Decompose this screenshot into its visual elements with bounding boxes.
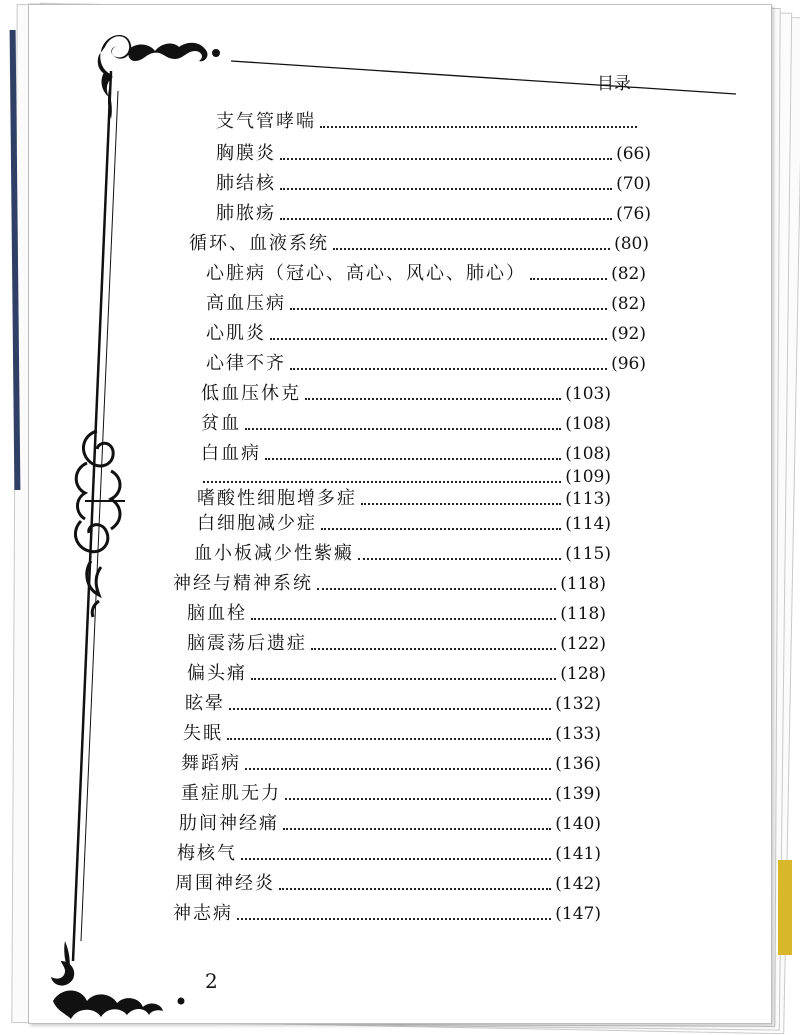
toc-entry-title: 重症肌无力 xyxy=(181,783,281,804)
toc-entry-title: 低血压休克 xyxy=(201,383,301,404)
dot-leader xyxy=(305,398,561,400)
toc-entry xyxy=(177,841,601,867)
toc-entry-page: (103) xyxy=(565,384,611,404)
toc-entry-page: (109) xyxy=(565,467,611,487)
toc-entry-page: (133) xyxy=(555,724,601,744)
toc-entry xyxy=(181,751,601,777)
dot-leader xyxy=(280,188,612,190)
toc-entry-page: (136) xyxy=(555,754,601,774)
toc-entry xyxy=(201,411,611,437)
dot-leader xyxy=(285,798,551,800)
toc-entry xyxy=(197,486,611,512)
toc-entry-page: (82) xyxy=(611,294,646,314)
toc-entry-title: 心肌炎 xyxy=(206,323,266,344)
toc-entry-page: (132) xyxy=(555,694,601,714)
toc-entry-page: (141) xyxy=(555,844,601,864)
toc-entry xyxy=(179,811,601,837)
toc-entry-title: 胸膜炎 xyxy=(216,143,276,164)
toc-entry-title: 肺结核 xyxy=(216,173,276,194)
table-of-contents xyxy=(1,1,800,1035)
toc-entry-page: (115) xyxy=(565,544,611,564)
dot-leader xyxy=(265,458,561,460)
toc-entry-page: (128) xyxy=(560,664,606,684)
toc-entry-page: (139) xyxy=(555,784,601,804)
toc-entry-title: 脑血栓 xyxy=(187,603,247,624)
toc-entry-page: (96) xyxy=(611,354,646,374)
dot-leader xyxy=(530,278,607,280)
toc-entry-page: (147) xyxy=(555,904,601,924)
book-page xyxy=(28,4,772,1024)
dot-leader xyxy=(361,503,561,505)
dot-leader xyxy=(290,308,607,310)
toc-entry-title: 舞蹈病 xyxy=(181,753,241,774)
toc-entry-title: 嗜酸性细胞增多症 xyxy=(197,488,357,509)
toc-entry xyxy=(185,691,601,717)
toc-entry xyxy=(175,871,601,897)
toc-entry xyxy=(206,321,646,347)
toc-entry xyxy=(216,109,641,135)
dot-leader xyxy=(311,648,556,650)
dot-leader xyxy=(241,858,551,860)
toc-entry-title: 偏头痛 xyxy=(187,663,247,684)
toc-entry-title: 血小板减少性紫癜 xyxy=(194,543,354,564)
dot-leader xyxy=(245,428,561,430)
toc-entry-page: (66) xyxy=(616,144,651,164)
dot-leader xyxy=(251,678,556,680)
dot-leader xyxy=(283,828,551,830)
toc-entry-title: 神经与精神系统 xyxy=(173,573,313,594)
section-title: 目录 xyxy=(597,74,631,94)
toc-entry-title: 心脏病（冠心、高心、风心、肺心） xyxy=(206,263,526,284)
toc-entry-page: (114) xyxy=(565,514,611,534)
toc-entry-title: 肋间神经痛 xyxy=(179,813,279,834)
dot-leader xyxy=(251,618,556,620)
toc-entry-title: 肺脓疡 xyxy=(216,203,276,224)
toc-entry xyxy=(173,571,606,597)
toc-entry-page: (118) xyxy=(560,574,606,594)
toc-entry-page: (113) xyxy=(565,489,611,509)
toc-entry-title: 周围神经炎 xyxy=(175,873,275,894)
toc-entry xyxy=(183,721,601,747)
toc-entry xyxy=(201,381,611,407)
toc-entry xyxy=(216,201,651,227)
dot-leader xyxy=(321,528,561,530)
toc-entry xyxy=(206,291,646,317)
dot-leader xyxy=(290,368,607,370)
toc-entry xyxy=(197,511,611,537)
toc-entry xyxy=(206,261,646,287)
toc-entry-title: 梅核气 xyxy=(177,843,237,864)
toc-entry xyxy=(216,171,651,197)
dot-leader xyxy=(358,558,561,560)
toc-entry-page: (70) xyxy=(616,174,651,194)
dot-leader xyxy=(279,888,551,890)
toc-entry-page: (76) xyxy=(616,204,651,224)
dot-leader xyxy=(245,768,551,770)
dot-leader xyxy=(229,708,551,710)
toc-entry-page: (80) xyxy=(614,234,649,254)
toc-entry-title: 高血压病 xyxy=(206,293,286,314)
toc-entry-title: 失眠 xyxy=(183,723,223,744)
toc-entry-page: (142) xyxy=(555,874,601,894)
toc-entry-title: 白血病 xyxy=(201,443,261,464)
dot-leader xyxy=(237,918,551,920)
toc-entry-title: 眩晕 xyxy=(185,693,225,714)
toc-entry-title: 脑震荡后遗症 xyxy=(187,633,307,654)
toc-entry-page: (140) xyxy=(555,814,601,834)
toc-entry xyxy=(181,781,601,807)
dot-leader xyxy=(317,588,556,590)
toc-entry-page: (122) xyxy=(560,634,606,654)
page-number: 2 xyxy=(205,969,218,993)
toc-entry-page: (92) xyxy=(611,324,646,344)
dot-leader xyxy=(280,218,612,220)
dot-leader xyxy=(203,481,561,483)
toc-entry-page: (82) xyxy=(611,264,646,284)
toc-entry-title: 白细胞减少症 xyxy=(197,513,317,534)
dot-leader xyxy=(270,338,607,340)
toc-entry-title: 神志病 xyxy=(173,903,233,924)
toc-entry xyxy=(187,601,606,627)
dot-leader xyxy=(227,738,551,740)
dot-leader xyxy=(280,158,612,160)
toc-entry xyxy=(206,351,646,377)
toc-entry xyxy=(187,661,606,687)
toc-entry xyxy=(189,231,649,257)
toc-entry-page: (108) xyxy=(565,414,611,434)
dot-leader xyxy=(320,126,637,128)
dot-leader xyxy=(333,248,610,250)
toc-entry xyxy=(173,901,601,927)
toc-entry-title: 贫血 xyxy=(201,413,241,434)
toc-entry-title: 支气管哮喘 xyxy=(216,111,316,132)
toc-entry-page: (108) xyxy=(565,444,611,464)
toc-entry-title: 心律不齐 xyxy=(206,353,286,374)
toc-entry-page: (118) xyxy=(560,604,606,624)
toc-entry-title: 循环、血液系统 xyxy=(189,233,329,254)
toc-entry xyxy=(216,141,651,167)
toc-entry xyxy=(187,631,606,657)
toc-entry xyxy=(194,541,611,567)
